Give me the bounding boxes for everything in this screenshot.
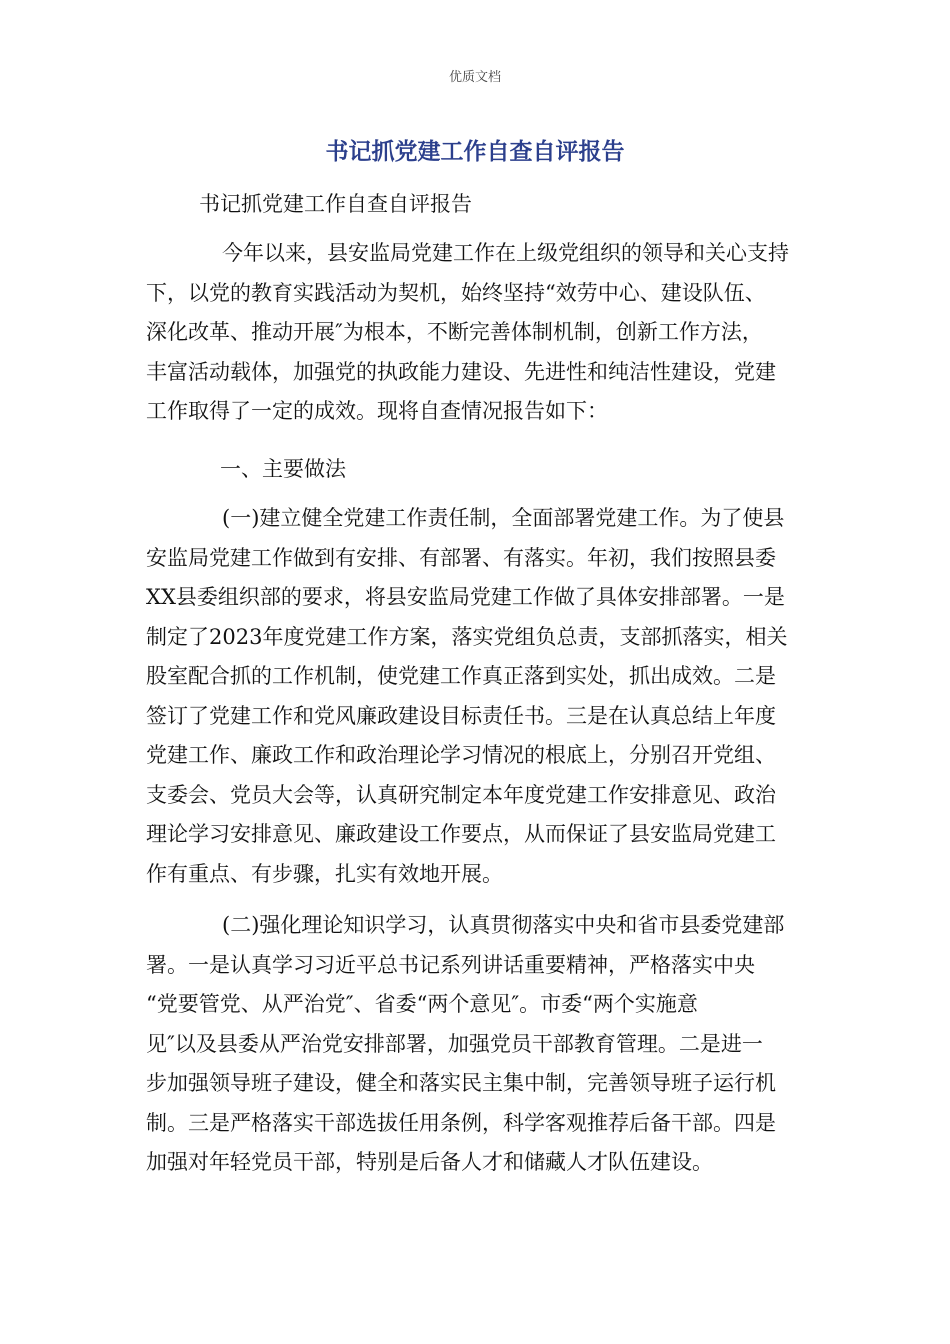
text-line: 签订了党建工作和党风廉政建设目标责任书。三是在认真总结上年度 xyxy=(146,703,776,728)
text-line: 股室配合抓的工作机制，使党建工作真正落到实处，抓出成效。二是 xyxy=(146,664,776,688)
text-line: 安监局党建工作做到有安排、有部署、有落实。年初，我们按照县委 xyxy=(146,545,776,570)
text-line: (二)强化理论知识学习，认真贯彻落实中央和省市县委党建部 xyxy=(222,913,785,937)
document-title: 书记抓党建工作自查自评报告 xyxy=(325,139,625,165)
text-line: 署。一是认真学习习近平总书记系列讲话重要精神，严格落实中央 xyxy=(146,952,755,977)
text-line: 今年以来，县安监局党建工作在上级党组织的领导和关心支持 xyxy=(222,241,789,265)
text-line: 党建工作、廉政工作和政治理论学习情况的根底上，分别召开党组、 xyxy=(146,743,776,767)
text-line: 丰富活动载体，加强党的执政能力建设、先进性和纯洁性建设，党建 xyxy=(146,359,776,384)
text-line: 理论学习安排意见、廉政建设工作要点，从而保证了县安监局党建工 xyxy=(146,822,776,846)
text-line: 工作取得了一定的成效。现将自查情况报告如下： xyxy=(146,399,608,423)
text-line: (一)建立健全党建工作责任制，全面部署党建工作。为了使县 xyxy=(222,506,785,530)
paragraph-1 xyxy=(146,499,806,894)
text-line: 见″以及县委从严治党安排部署，加强党员干部教育管理。二是进一 xyxy=(146,1031,763,1056)
section-heading: 一、主要做法 xyxy=(220,457,346,481)
text-line: 制。三是严格落实干部选拔任用条例，科学客观推荐后备干部。四是 xyxy=(146,1110,776,1135)
intro-paragraph xyxy=(146,234,806,432)
document-subtitle: 书记抓党建工作自查自评报告 xyxy=(199,192,472,216)
text-line: 作有重点、有步骤，扎实有效地开展。 xyxy=(146,861,503,886)
text-line: 下，以党的教育实践活动为契机，始终坚持“效劳中心、建设队伍、 xyxy=(146,280,766,305)
text-line: 支委会、党员大会等，认真研究制定本年度党建工作安排意见、政治 xyxy=(146,782,776,807)
text-line: “党要管党、从严治党″、省委“两个意见″。市委“两个实施意 xyxy=(146,992,698,1016)
paragraph-2 xyxy=(146,906,806,1183)
page-header: 优质文档 xyxy=(448,70,501,85)
text-line: XX县委组织部的要求，将县安监局党建工作做了具体安排部署。一是 xyxy=(146,585,785,609)
text-line: 制定了2023年度党建工作方案，落实党组负总责，支部抓落实，相关 xyxy=(146,624,788,649)
text-line: 步加强领导班子建设，健全和落实民主集中制，完善领导班子运行机 xyxy=(146,1071,776,1095)
text-line: 加强对年轻党员干部，特别是后备人才和储藏人才队伍建设。 xyxy=(146,1150,713,1174)
text-line: 深化改革、推动开展″为根本，不断完善体制机制，创新工作方法， xyxy=(146,320,763,344)
